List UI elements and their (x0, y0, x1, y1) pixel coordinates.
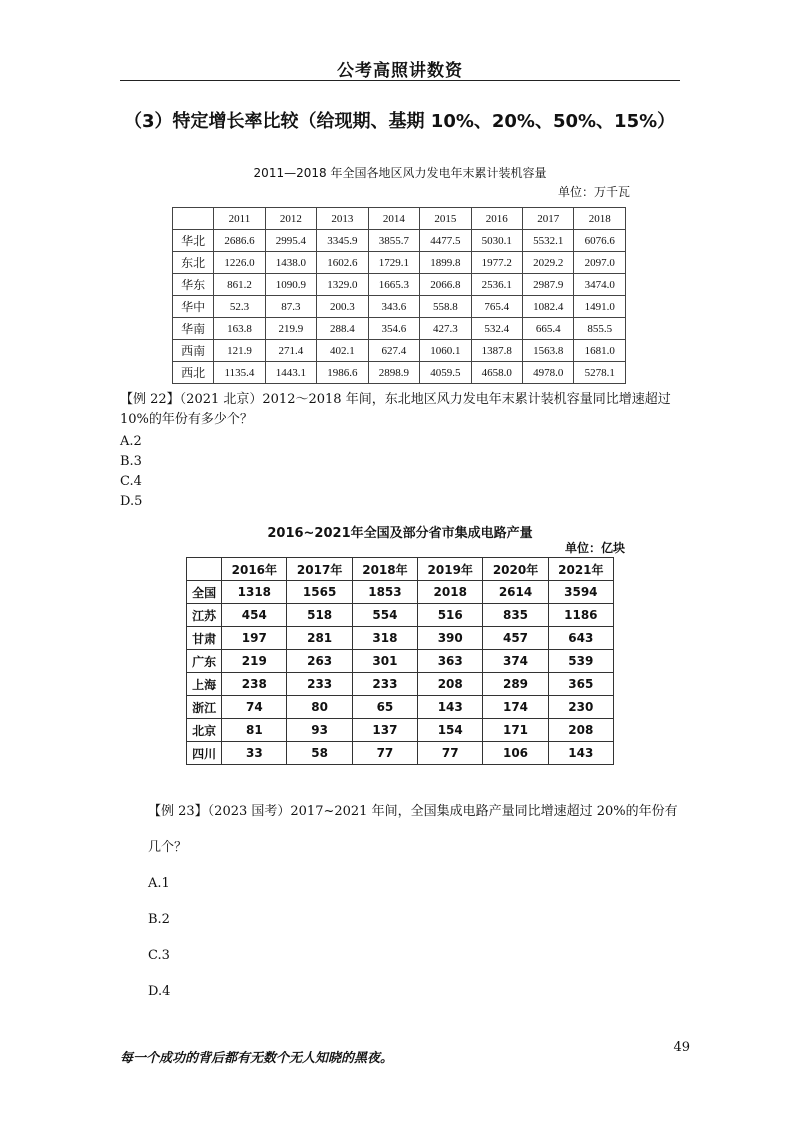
table-row (187, 627, 614, 650)
table-row (187, 696, 614, 719)
table-cell: 80 (287, 696, 352, 719)
table-cell: 163.8 (214, 318, 265, 340)
table-cell: 5532.1 (523, 230, 574, 252)
table-cell: 4978.0 (523, 362, 574, 384)
table2-title: 2016~2021年全国及部分省市集成电路产量 (267, 526, 533, 541)
table-cell: 835 (483, 604, 548, 627)
table-cell: 263 (287, 650, 352, 673)
table1-title: 2011—2018 年全国各地区风力发电年末累计装机容量 (253, 166, 547, 180)
table-cell: 861.2 (214, 274, 265, 296)
table1-column-header: 2014 (368, 208, 419, 230)
table-cell: 301 (352, 650, 417, 673)
table-cell: 52.3 (214, 296, 265, 318)
table2-header-row (187, 558, 614, 581)
table-cell: 1563.8 (523, 340, 574, 362)
table-cell: 143 (418, 696, 483, 719)
table1-column-header: 2018 (574, 208, 626, 230)
table-cell: 4477.5 (420, 230, 471, 252)
table1-column-header: 2013 (317, 208, 368, 230)
table-cell: 554 (352, 604, 417, 627)
table-cell: 558.8 (420, 296, 471, 318)
table-cell: 1491.0 (574, 296, 626, 318)
table-cell: 2987.9 (523, 274, 574, 296)
table-cell: 74 (222, 696, 287, 719)
table-cell: 65 (352, 696, 417, 719)
example-23 (148, 794, 688, 1010)
table-cell: 289 (483, 673, 548, 696)
table-row (187, 719, 614, 742)
table-cell: 5030.1 (471, 230, 522, 252)
table2-column-header: 2016年 (222, 558, 287, 581)
table1-column-header: 2015 (420, 208, 471, 230)
table-cell: 200.3 (317, 296, 368, 318)
table-cell: 2614 (483, 581, 548, 604)
table-cell: 5278.1 (574, 362, 626, 384)
table2-unit: 单位：亿块 (564, 541, 625, 555)
table-cell: 233 (352, 673, 417, 696)
table-cell: 77 (352, 742, 417, 765)
table-cell: 1853 (352, 581, 417, 604)
table-cell: 532.4 (471, 318, 522, 340)
table-cell: 3345.9 (317, 230, 368, 252)
table-cell: 427.3 (420, 318, 471, 340)
row-label-cell: 四川 (187, 742, 222, 765)
table-cell: 2898.9 (368, 362, 419, 384)
section-heading: （3）特定增长率比较（给现期、基期 10%、20%、50%、15%） (124, 111, 676, 132)
table-cell: 1977.2 (471, 252, 522, 274)
table-cell: 238 (222, 673, 287, 696)
table-cell: 1899.8 (420, 252, 471, 274)
table-cell: 93 (287, 719, 352, 742)
table-cell: 233 (287, 673, 352, 696)
table-row (187, 742, 614, 765)
table-cell: 2995.4 (265, 230, 316, 252)
table-cell: 3855.7 (368, 230, 419, 252)
table-cell: 58 (287, 742, 352, 765)
table-cell: 402.1 (317, 340, 368, 362)
table-cell: 208 (548, 719, 613, 742)
table-cell: 2097.0 (574, 252, 626, 274)
table-row (187, 650, 614, 673)
table-cell: 1318 (222, 581, 287, 604)
wind-power-table (172, 207, 626, 384)
table2-corner-cell (187, 558, 222, 581)
table-cell: 2686.6 (214, 230, 265, 252)
table-cell: 1186 (548, 604, 613, 627)
table-cell: 143 (548, 742, 613, 765)
table-cell: 154 (418, 719, 483, 742)
example-23-option-b: B.2 (148, 912, 170, 927)
table-cell: 77 (418, 742, 483, 765)
table-row (173, 362, 626, 384)
row-label-cell: 东北 (173, 252, 214, 274)
table-cell: 1090.9 (265, 274, 316, 296)
table-cell: 454 (222, 604, 287, 627)
table-cell: 219.9 (265, 318, 316, 340)
table-cell: 539 (548, 650, 613, 673)
example-22-option-d: D.5 (120, 494, 143, 509)
row-label-cell: 广东 (187, 650, 222, 673)
row-label-cell: 华南 (173, 318, 214, 340)
table-row (173, 340, 626, 362)
header-divider (120, 80, 680, 81)
table1-corner-cell (173, 208, 214, 230)
example-22-option-a: A.2 (120, 434, 142, 449)
footer-motto: 每一个成功的背后都有无数个无人知晓的黑夜。 (120, 1051, 394, 1066)
page-header-title: 公考高照讲数资 (337, 61, 463, 81)
table-cell: 87.3 (265, 296, 316, 318)
row-label-cell: 甘肃 (187, 627, 222, 650)
table-cell: 121.9 (214, 340, 265, 362)
table-cell: 1082.4 (523, 296, 574, 318)
table-row (173, 230, 626, 252)
table-cell: 106 (483, 742, 548, 765)
table-cell: 2536.1 (471, 274, 522, 296)
table-cell: 171 (483, 719, 548, 742)
example-23-option-c: C.3 (148, 948, 170, 963)
table2-column-header: 2017年 (287, 558, 352, 581)
table-cell: 1443.1 (265, 362, 316, 384)
table-cell: 208 (418, 673, 483, 696)
table-cell: 343.6 (368, 296, 419, 318)
row-label-cell: 江苏 (187, 604, 222, 627)
example-22-question: 【例 22】（2021 北京）2012～2018 年间，东北地区风力发电年末累计装机容量同比增速超过 10%的年份有多少个？ (120, 392, 671, 427)
table-cell: 2018 (418, 581, 483, 604)
table-cell: 457 (483, 627, 548, 650)
table1-column-header: 2012 (265, 208, 316, 230)
table1-column-header: 2016 (471, 208, 522, 230)
table-row (173, 318, 626, 340)
row-label-cell: 全国 (187, 581, 222, 604)
table-row (173, 296, 626, 318)
table-cell: 363 (418, 650, 483, 673)
example-23-question: 【例 23】（2023 国考）2017~2021 年间，全国集成电路产量同比增速超过 20%的年份有几个？ (148, 804, 678, 855)
table-cell: 1387.8 (471, 340, 522, 362)
table-cell: 1986.6 (317, 362, 368, 384)
row-label-cell: 华东 (173, 274, 214, 296)
row-label-cell: 西北 (173, 362, 214, 384)
table-cell: 271.4 (265, 340, 316, 362)
table-cell: 665.4 (523, 318, 574, 340)
table-row (173, 274, 626, 296)
table1-column-header: 2011 (214, 208, 265, 230)
table1-column-header: 2017 (523, 208, 574, 230)
example-22-option-b: B.3 (120, 454, 142, 469)
table-cell: 855.5 (574, 318, 626, 340)
example-22 (120, 390, 686, 512)
table-cell: 33 (222, 742, 287, 765)
table-cell: 1729.1 (368, 252, 419, 274)
table1-header-row (173, 208, 626, 230)
table-row (173, 252, 626, 274)
table-cell: 765.4 (471, 296, 522, 318)
table-cell: 518 (287, 604, 352, 627)
example-23-option-a: A.1 (148, 876, 170, 891)
row-label-cell: 北京 (187, 719, 222, 742)
row-label-cell: 浙江 (187, 696, 222, 719)
table-cell: 3594 (548, 581, 613, 604)
table2-column-header: 2018年 (352, 558, 417, 581)
table-cell: 219 (222, 650, 287, 673)
table-cell: 1665.3 (368, 274, 419, 296)
row-label-cell: 华中 (173, 296, 214, 318)
table-cell: 174 (483, 696, 548, 719)
table2-column-header: 2019年 (418, 558, 483, 581)
table2-column-header: 2020年 (483, 558, 548, 581)
table-cell: 390 (418, 627, 483, 650)
table-row (187, 673, 614, 696)
table-cell: 1565 (287, 581, 352, 604)
page-number: 49 (673, 1040, 690, 1055)
example-22-option-c: C.4 (120, 474, 142, 489)
table-cell: 1602.6 (317, 252, 368, 274)
table-cell: 374 (483, 650, 548, 673)
table-cell: 230 (548, 696, 613, 719)
table-cell: 1226.0 (214, 252, 265, 274)
row-label-cell: 西南 (173, 340, 214, 362)
table2-body (187, 581, 614, 765)
table-cell: 516 (418, 604, 483, 627)
table-row (187, 604, 614, 627)
table-cell: 288.4 (317, 318, 368, 340)
table-cell: 627.4 (368, 340, 419, 362)
table-cell: 1438.0 (265, 252, 316, 274)
row-label-cell: 上海 (187, 673, 222, 696)
table1-unit: 单位：万千瓦 (557, 185, 630, 199)
table-cell: 1681.0 (574, 340, 626, 362)
table-cell: 3474.0 (574, 274, 626, 296)
example-23-option-d: D.4 (148, 984, 171, 999)
table-cell: 354.6 (368, 318, 419, 340)
table-cell: 318 (352, 627, 417, 650)
table1-body (173, 230, 626, 384)
table-cell: 137 (352, 719, 417, 742)
ic-production-table (186, 557, 614, 765)
table-cell: 281 (287, 627, 352, 650)
table-cell: 1060.1 (420, 340, 471, 362)
table2-column-header: 2021年 (548, 558, 613, 581)
table-cell: 643 (548, 627, 613, 650)
row-label-cell: 华北 (173, 230, 214, 252)
table-cell: 365 (548, 673, 613, 696)
table-cell: 6076.6 (574, 230, 626, 252)
table-cell: 197 (222, 627, 287, 650)
table-cell: 2029.2 (523, 252, 574, 274)
table-cell: 4658.0 (471, 362, 522, 384)
table-cell: 4059.5 (420, 362, 471, 384)
table-cell: 81 (222, 719, 287, 742)
table-cell: 1135.4 (214, 362, 265, 384)
table-row (187, 581, 614, 604)
table-cell: 2066.8 (420, 274, 471, 296)
table-cell: 1329.0 (317, 274, 368, 296)
